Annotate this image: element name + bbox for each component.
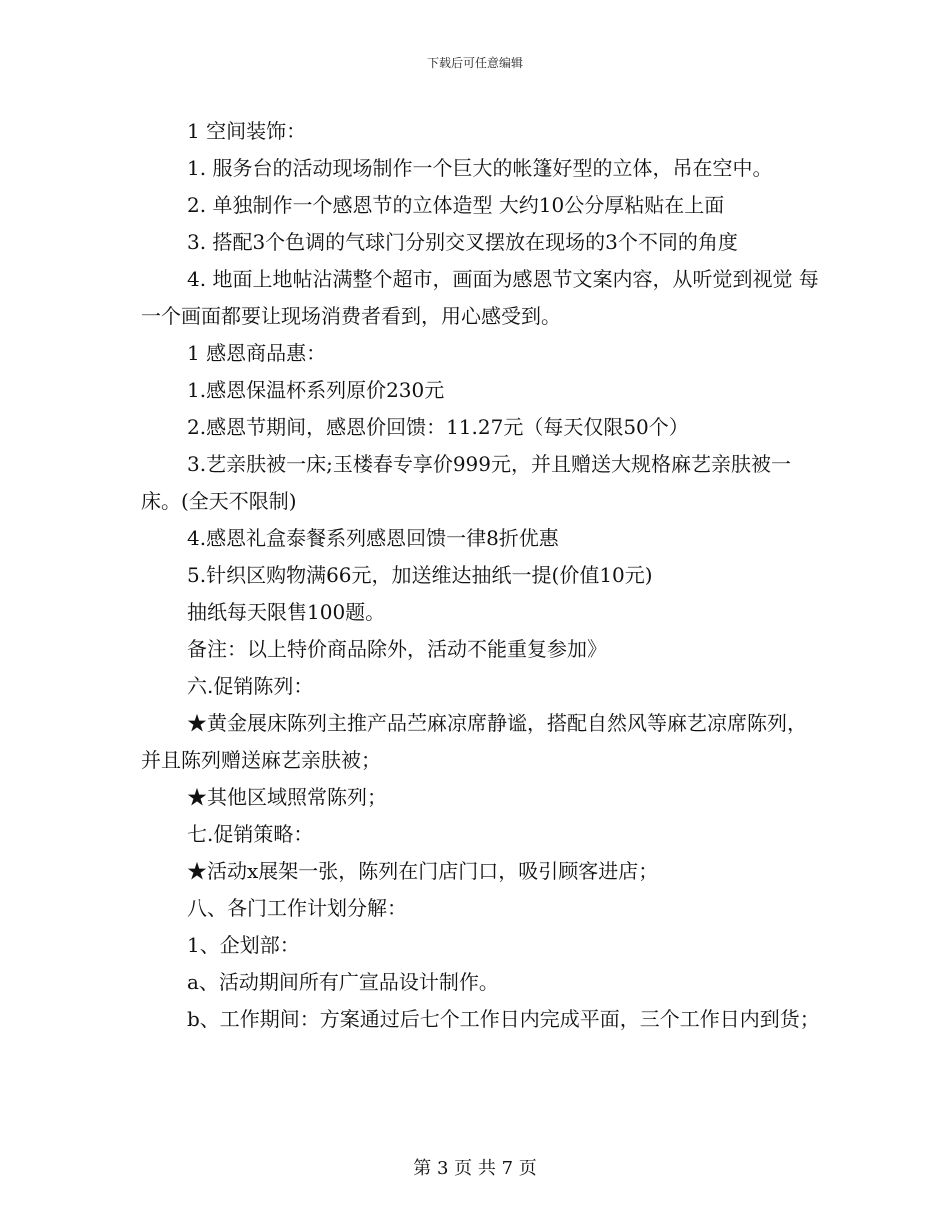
paragraph-offer-1: 1.感恩保温杯系列原价230元 [187, 378, 445, 402]
section-heading-strategy: 七.促销策略： [187, 822, 314, 846]
page-header: 下载后可任意编辑 [426, 56, 523, 70]
paragraph-display-2: ★其他区域照常陈列； [187, 785, 387, 809]
paragraph-planning-a: a、活动期间所有广宣品设计制作。 [187, 970, 499, 994]
paragraph-offer-5: 5.针织区购物满66元，加送维达抽纸一提(价值10元) [187, 563, 653, 587]
paragraph-offer-2: 2.感恩节期间，感恩价回馈：11.27元（每天仅限50个） [187, 415, 689, 439]
paragraph-strategy-1: ★活动x展架一张，陈列在门店门口，吸引顾客进店； [187, 859, 659, 883]
paragraph-planning-dept: 1、企划部： [187, 933, 300, 957]
paragraph-gratitude-heading: 1 感恩商品惠： [187, 341, 327, 365]
paragraph-item-1: 1. 服务台的活动现场制作一个巨大的帐篷好型的立体，吊在空中。 [187, 156, 773, 180]
page-footer: 第 3 页 共 7 页 [413, 1158, 537, 1179]
paragraph-remark: 备注：以上特价商品除外，活动不能重复参加》 [187, 637, 607, 661]
paragraph-offer-3: 3.艺亲肤被一床;玉楼春专享价999元，并且赠送大规格麻艺亲肤被一床。(全天不限制) [141, 452, 791, 513]
paragraph-offer-4: 4.感恩礼盒泰餐系列感恩回馈一律8折优惠 [187, 526, 559, 550]
paragraph-item-2: 2. 单独制作一个感恩节的立体造型 大约10公分厚粘贴在上面 [187, 193, 725, 217]
paragraph-item-3: 3. 搭配3个色调的气球门分别交叉摆放在现场的3个不同的角度 [187, 230, 738, 254]
paragraph-space-decoration-heading: 1 空间装饰： [187, 119, 307, 143]
paragraph-display-1: ★黄金展床陈列主推产品苎麻凉席静谧，搭配自然风等麻艺凉席陈列，并且陈列赠送麻艺亲肤被； [141, 711, 807, 772]
section-heading-display: 六.促销陈列： [187, 674, 314, 698]
paragraph-tissue-limit: 抽纸每天限售100题。 [187, 600, 386, 624]
paragraph-item-4: 4. 地面上地帖沾满整个超市，画面为感恩节文案内容，从听觉到视觉 每一个画面都要让现场消费者看到，用心感受到。 [141, 267, 819, 328]
section-heading-work-plan: 八、各门工作计划分解： [187, 896, 407, 920]
paragraph-planning-b: b、工作期间：方案通过后七个工作日内完成平面，三个工作日内到货； [187, 1007, 820, 1031]
document-body [141, 113, 821, 1038]
